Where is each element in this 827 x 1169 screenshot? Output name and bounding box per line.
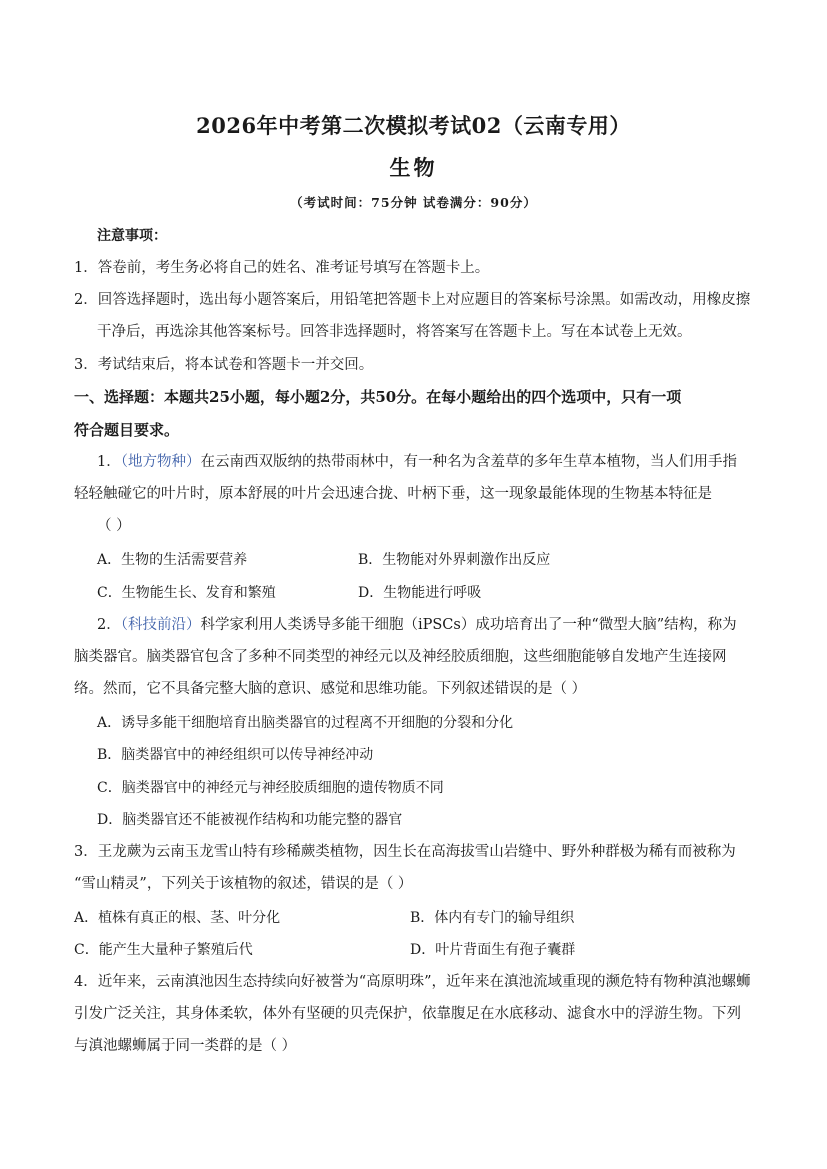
- question-4-line-3: 与滇池螺蛳属于同一类群的是（ ）: [74, 1038, 297, 1054]
- exam-title: 2026年中考第二次模拟考试02（云南专用）: [196, 113, 631, 138]
- section-heading-line-2: 符合题目要求。: [74, 421, 180, 439]
- exam-subject: 生物: [389, 155, 438, 180]
- question-1-option-b: B．生物能对外界刺激作出反应: [358, 552, 551, 568]
- question-1-number: 1．: [97, 454, 121, 470]
- exam-meta: （考试时间：75分钟 试卷满分：90分）: [290, 195, 537, 210]
- question-3-line-2: “雪山精灵”，下列关于该植物的叙述，错误的是（ ）: [74, 876, 413, 892]
- question-2-option-c: C．脑类器官中的神经元与神经胶质细胞的遗传物质不同: [97, 780, 444, 796]
- question-3-option-d: D．叶片背面生有孢子囊群: [410, 942, 576, 958]
- question-4-line-1: 4．近年来，云南滇池因生态持续向好被誉为“高原明珠”，近年来在滇池流域重现的濒危特有物种滇池螺蛳: [74, 974, 751, 990]
- question-2-line-2: 脑类器官。脑类器官包含了多种不同类型的神经元以及神经胶质细胞，这些细胞能够自发地产生连接网: [74, 649, 727, 665]
- question-2-line-3: 络。然而，它不具备完整大脑的意识、感觉和思维功能。下列叙述错误的是（ ）: [74, 681, 587, 697]
- question-2-line-1: [97, 615, 737, 635]
- question-3-option-c: C．能产生大量种子繁殖后代: [74, 942, 253, 958]
- note-item-2-line-2: 干净后，再选涂其他答案标号。回答非选择题时，将答案写在答题卡上。写在本试卷上无效。: [97, 324, 692, 340]
- question-2-tag: （科技前沿）: [120, 617, 201, 633]
- question-1-option-a: A．生物的生活需要营养: [97, 552, 248, 568]
- question-1-line-1: [97, 452, 737, 472]
- question-1-text-1: 在云南西双版纳的热带雨林中，有一种名为含羞草的多年生草本植物，当人们用手指: [200, 454, 737, 470]
- question-3-option-a: A．植株有真正的根、茎、叶分化: [74, 910, 281, 926]
- question-2-number: 2．: [97, 617, 121, 633]
- note-item-2-line-1: 2．回答选择题时，选出每小题答案后，用铅笔把答题卡上对应题目的答案标号涂黑。如需改动，用橡皮擦: [74, 292, 751, 308]
- question-1-tag: （地方物种）: [120, 454, 201, 470]
- question-1-line-2: 轻轻触碰它的叶片时，原本舒展的叶片会迅速合拢、叶柄下垂，这一现象最能体现的生物基本特征是: [74, 486, 712, 502]
- question-1-line-3: （ ）: [97, 518, 131, 534]
- question-1-option-d: D．生物能进行呼吸: [358, 585, 482, 601]
- question-4-line-2: 引发广泛关注，其身体柔软，体外有坚硬的贝壳保护，依靠腹足在水底移动、滤食水中的浮游生物。下列: [74, 1006, 741, 1022]
- question-2-option-b: B．脑类器官中的神经组织可以传导神经冲动: [97, 747, 374, 763]
- note-item-1: 1．答卷前，考生务必将自己的姓名、准考证号填写在答题卡上。: [74, 260, 490, 276]
- question-2-text-1: 科学家利用人类诱导多能干细胞（iPSCs）成功培育出了一种“微型大脑”结构，称为: [200, 617, 737, 633]
- question-3-line-1: 3．王龙蕨为云南玉龙雪山特有珍稀蕨类植物，因生长在高海拔雪山岩缝中、野外种群极为稀有而被称为: [74, 844, 736, 860]
- question-3-option-b: B．体内有专门的输导组织: [410, 910, 575, 926]
- question-2-option-d: D．脑类器官还不能被视作结构和功能完整的器官: [97, 812, 403, 828]
- note-item-3: 3．考试结束后，将本试卷和答题卡一并交回。: [74, 357, 374, 373]
- question-1-option-c: C．生物能生长、发育和繁殖: [97, 585, 276, 601]
- question-2-option-a: A．诱导多能干细胞培育出脑类器官的过程离不开细胞的分裂和分化: [97, 715, 514, 731]
- section-heading-line-1: 一、选择题：本题共25小题，每小题2分，共50分。在每小题给出的四个选项中，只有一项: [74, 388, 682, 406]
- notes-title: 注意事项：: [97, 228, 167, 244]
